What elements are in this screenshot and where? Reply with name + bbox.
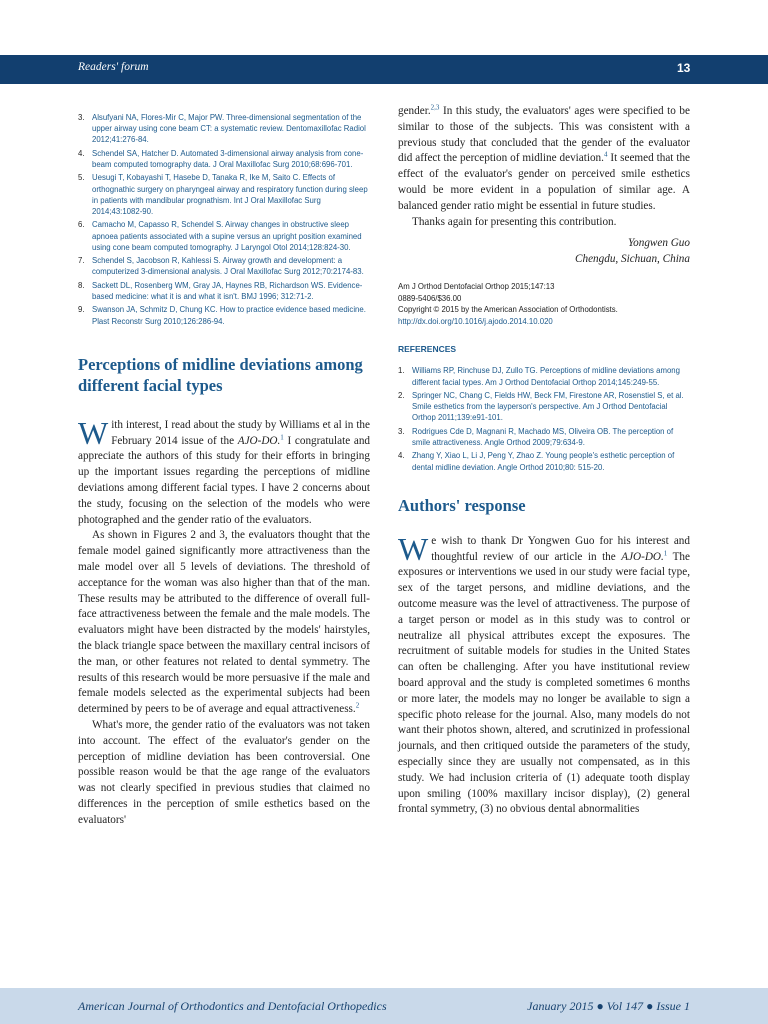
doi-link[interactable]: http://dx.doi.org/10.1016/j.ajodo.2014.10.020 — [398, 316, 553, 326]
issn: 0889-5406/$36.00 — [398, 293, 462, 303]
response-paragraph-1: We wish to thank Dr Yongwen Guo for his interest and thoughtful review of our article in the AJO-DO.$^1$ The exposures or interventions we used in our study were facial type, sex of the target persons, and midline deviations, and the outcome measure was the level of attractiveness. The purpose of a target person or model as in this study was to control or neutralize all physical attributes except the exposures. The recruitment of suitable models for studies in the United States can often be challenging. After you have institutional review board approval and the study is completed sometimes 6 months or more later, the models may no longer be available to sign a specific photo release for the journal. Also, many models do not want their photos shown, altered, and scrutinized in professional journals, and then critiqued outside the parameters of the study, especially since they are usually not compensated, as in this study. We had inclusion criteria of (1) adequate tooth display upon smiling (100% maxillary incisor display), (2) general frontal symmetry, (3) no obvious dental abnormalities — [398, 530, 690, 816]
letter-reference-list — [398, 365, 690, 472]
reference-item[interactable]: 2. Springer NC, Chang C, Fields HW, Beck FM, Firestone AR, Rosenstiel S, et al. Smile esthetics from the layperson's perspective. Am J Orthod Dentofacial Orthop 2011;139:e91-101. — [398, 390, 684, 423]
citation-link[interactable]: 2 — [355, 701, 360, 710]
running-header — [0, 55, 768, 84]
page-number: 13 — [677, 61, 691, 75]
reference-item[interactable]: 7. Schendel S, Jacobson R, Kahlessi S. Airway growth and development: a computerized 3-dimensional analysis. J Oral Maxillofac Surg 2012;70:2174-83. — [78, 256, 364, 277]
letter-paragraph-3-continued: gender.$^{2,3}$ In this study, the evaluators' ages were specified to be similar to those of the subjects. This was consistent with a previous study that concluded that the gender of the evaluator did affect the perception of midline deviation.$^4$ It seemed that the effect of the evaluator's gender on perceived smile esthetics would be more evident in a population of similar age. A balanced gender ratio might be essential in future studies. — [398, 103, 691, 212]
reference-item[interactable]: 9. Swanson JA, Schmitz D, Chung KC. How to practice evidence based medicine. Plast Reconstr Surg 2010;126:286-94. — [78, 305, 366, 326]
letter-title: Perceptions of midline deviations among different facial types — [78, 354, 363, 395]
drop-cap: W — [398, 530, 429, 567]
references-heading: REFERENCES — [398, 344, 457, 355]
letter-author-location: Chengdu, Sichuan, China — [575, 253, 690, 266]
copyright: Copyright © 2015 by the American Association of Orthodontists. — [398, 305, 618, 315]
reference-item[interactable]: 8. Sackett DL, Rosenberg WM, Gray JA, Haynes RB, Richardson WS. Evidence-based medicine: what it is and what it isn't. BMJ 1996; 312:71-2. — [78, 280, 363, 301]
citation-link[interactable]: 2,3 — [430, 103, 440, 112]
journal-name: AJO-DO. — [237, 434, 281, 447]
journal-citation: Am J Orthod Dentofacial Orthop 2015;147:13 — [398, 282, 555, 292]
citation-link[interactable]: 1 — [280, 432, 284, 441]
response-title: Authors' response — [398, 495, 526, 515]
reference-item[interactable]: 6. Camacho M, Capasso R, Schendel S. Airway changes in obstructive sleep apnoea patients associated with a supine versus an upright position examined using cone beam computed tomography. J Laryngol Otol 2014;128:824-30. — [78, 220, 362, 252]
reference-item[interactable]: 1. Williams RP, Rinchuse DJ, Zullo TG. Perceptions of midline deviations among different facial types. Am J Orthod Dentofacial Orthop 2014;145:249-55. — [398, 366, 680, 387]
citation-link[interactable]: 1 — [663, 548, 668, 557]
right-column — [398, 104, 690, 818]
issue-info: January 2015 ● Vol 147 ● Issue 1 — [527, 999, 690, 1013]
journal-name: AJO-DO. — [621, 550, 664, 563]
letter-paragraph-1: With interest, I read about the study by Williams et al in the February 2014 issue of the AJO-DO.$^1$ I congratulate and appreciate the authors of this study for their efforts in bringing up the important issues regarding the perceptions of midline deviations among different facial types. I have 2 concerns about the study, focusing on the selection of the models who were photographed and the gender ratio of the evaluators. — [78, 414, 371, 526]
continued-reference-list — [78, 112, 370, 327]
letter-paragraph-4: Thanks again for presenting this contribution. — [412, 215, 617, 228]
citation-link[interactable]: 4 — [603, 150, 608, 159]
left-column — [78, 112, 370, 829]
journal-title: American Journal of Orthodontics and Dentofacial Orthopedics — [78, 999, 387, 1013]
letter-author: Yongwen Guo — [627, 237, 690, 250]
reference-item[interactable]: 3. Rodrigues Cde D, Magnani R, Machado MS, Oliveira OB. The perception of smile attractiveness. Angle Orthod 2009;79:634-9. — [398, 426, 674, 447]
article-metadata — [398, 281, 690, 327]
letter-paragraph-3: What's more, the gender ratio of the evaluators was not taken into account. The effect of the evaluator's gender on the perception of midline deviation has been controversial. One possible reason would be that the age range of the evaluators was not clearly specified in previous studies that claimed no differences in the perception of smile esthetics based on the evaluators' — [78, 718, 370, 826]
reference-item[interactable]: 3. Alsufyani NA, Flores-Mir C, Major PW. Three-dimensional segmentation of the upper airway using cone beam CT: a systematic review. Dentomaxillofac Radiol 2012;41:276-84. — [78, 113, 366, 145]
reference-item[interactable]: 4. Zhang Y, Xiao L, Li J, Peng Y, Zhao Z. Young people's esthetic perception of dental midline deviation. Angle Orthod 2010;80: 515-20. — [398, 451, 675, 472]
section-label: Readers' forum — [78, 61, 149, 73]
reference-item[interactable]: 5. Uesugi T, Kobayashi T, Hasebe D, Tanaka R, Ike M, Saito C. Effects of orthognathic surgery on pharyngeal airway and respiratory function during sleep in patients with mandibular prognathism. Int J Oral Maxillofac Surg 2014;43:1082-90. — [78, 173, 368, 216]
drop-cap: W — [78, 414, 109, 451]
reference-item[interactable]: 4. Schendel SA, Hatcher D. Automated 3-dimensional airway analysis from cone-beam computed tomography data. J Oral Maxillofac Surg 2010;68:696-701. — [78, 148, 364, 169]
running-footer — [0, 988, 768, 1024]
letter-paragraph-2: As shown in Figures 2 and 3, the evaluators thought that the female model gained significantly more attractiveness than the male model over all 5 levels of deviations. The threshold of acceptance for the woman was also higher than that of the man. These results may be attributed to the difference of overall full-face attractiveness between the female and the male models. The evaluators might have been distracted by the models' hairstyles, the black triangle space between the maxillary central incisors of the man, or other features not related to dental symmetry. The results of this research would be more persuasive if the male and female models selected as the experimental subjects had been determined by peers to be of average and equal attractiveness.$^2$ — [78, 529, 370, 716]
